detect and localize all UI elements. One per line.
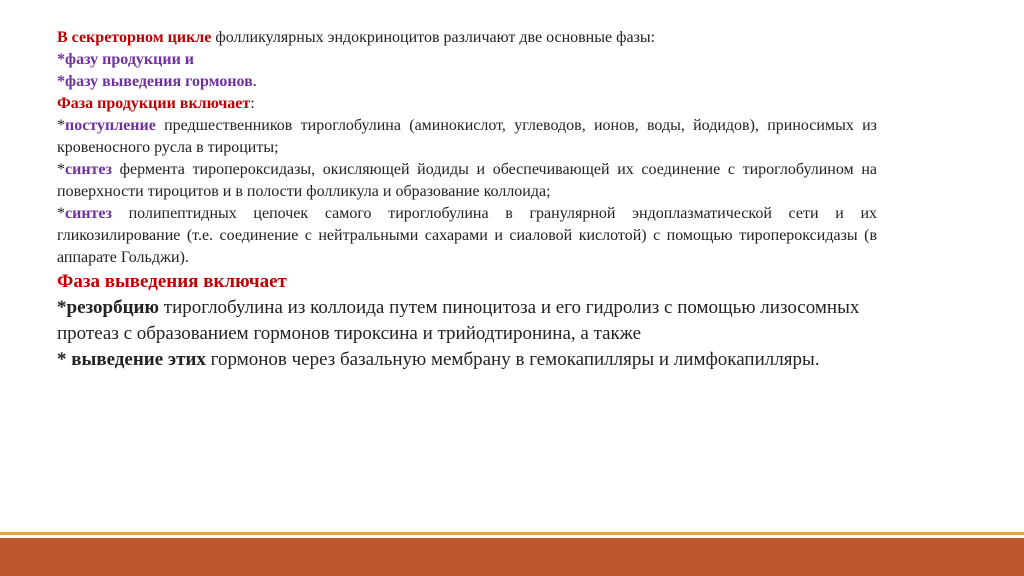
intro-highlight: В секреторном цикле — [57, 29, 212, 46]
phase-item-production: *фазу продукции и — [57, 51, 195, 68]
production-item-star: * — [57, 117, 65, 134]
footer-accent-line — [0, 532, 1024, 535]
excretion-item-text: тироглобулина из коллоида путем пиноцитоза и его гидролиз с помощью лизосомных протеаз с образованием гормонов тироксина и трийодтиронина, а также — [57, 297, 860, 344]
production-heading-label: Фаза продукции включает — [57, 95, 251, 112]
production-item-keyword: синтез — [65, 205, 112, 222]
production-heading — [57, 93, 877, 115]
footer-bar — [0, 538, 1024, 576]
production-item — [57, 203, 877, 269]
excretion-item — [57, 347, 877, 373]
excretion-item-keyword: * выведение этих — [57, 349, 206, 370]
excretion-heading: Фаза выведения включает — [57, 271, 287, 292]
phase-item-excretion-label: *фазу выведения гормонов — [57, 73, 253, 90]
slide-content — [57, 27, 877, 373]
intro-text: фолликулярных эндокриноцитов различают две основные фазы: — [211, 29, 656, 46]
production-item-star: * — [57, 205, 65, 222]
production-item-text: полипептидных цепочек самого тироглобулина в гранулярной эндоплазматической сети и их гликозилирование (т.е. соединение с нейтральными сахарами и сиаловой кислотой) с помощью тиропероксидазы (в аппарате Гольджи). — [57, 205, 877, 266]
production-item-keyword: поступление — [65, 117, 156, 134]
production-item-text: фермента тиропероксидазы, окисляющей йодиды и обеспечивающей их соединение с тироглобулином на поверхности тироцитов и в полости фолликула и образование коллоида; — [57, 161, 877, 200]
production-item-text: предшественников тироглобулина (аминокислот, углеводов, ионов, воды, йодидов), приносимых из кровеносного русла в тироциты; — [57, 117, 877, 156]
production-item — [57, 159, 877, 203]
production-item-star: * — [57, 161, 65, 178]
phase-item-excretion-end: . — [252, 73, 257, 90]
excretion-item — [57, 295, 877, 347]
production-item — [57, 115, 877, 159]
excretion-item-text: гормонов через базальную мембрану в гемокапилляры и лимфокапилляры. — [205, 349, 820, 370]
intro-paragraph — [57, 27, 877, 49]
excretion-item-keyword: *резорбцию — [57, 297, 160, 318]
production-item-keyword: синтез — [65, 161, 112, 178]
production-heading-colon: : — [250, 95, 255, 112]
phase-item-excretion — [57, 71, 877, 93]
